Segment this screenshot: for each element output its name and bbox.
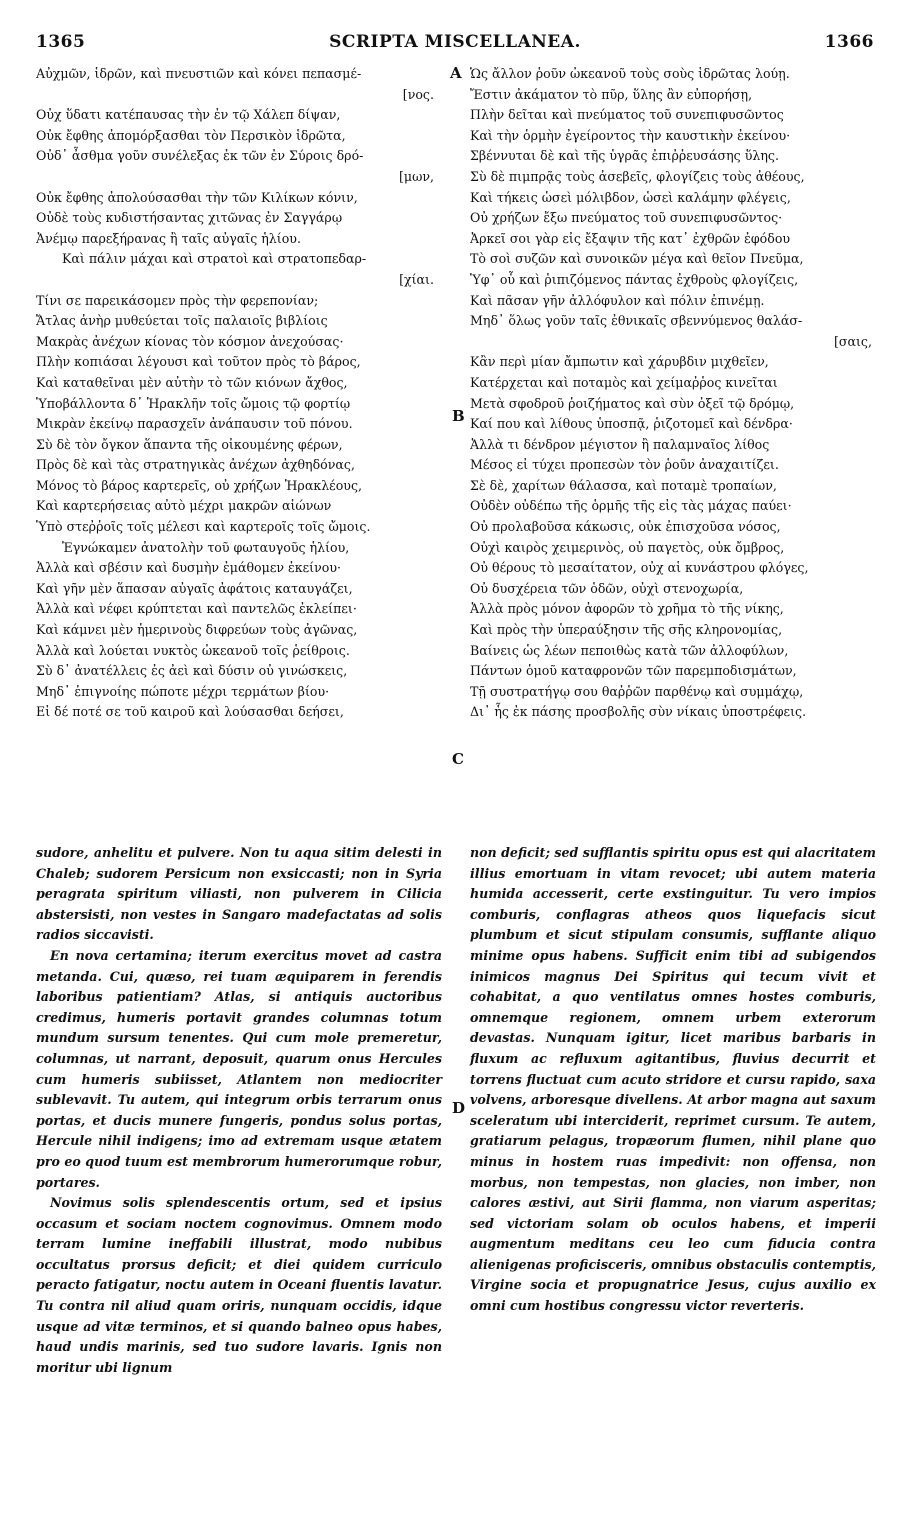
greek-line: Κἂν περὶ μίαν ἄμπωτιν καὶ χάρυβδιν μιχθεῖεν, [470, 354, 769, 370]
greek-line: Τὸ σοὶ συζῶν καὶ συνοικῶν μέγα καὶ θεῖον Πνεῦμα, [470, 251, 804, 267]
greek-line: Ἀνέμῳ παρεξήρανας ἢ ταῖς αὐγαῖς ἡλίου. [36, 230, 301, 246]
greek-line: Οὐκ ἔφθης ἀπομόρξασθαι τὸν Περσικὸν ἱδρῶτα, [36, 127, 346, 143]
margin-marker-d: D [452, 1099, 466, 1117]
page-header [36, 32, 874, 56]
greek-line: Σὺ δ᾽ ἀνατέλλεις ἐς ἀεὶ καὶ δύσιν οὐ γινώσκεις, [36, 663, 348, 679]
greek-line: Καί που καὶ λίθους ὑποσπᾷ, ῥιζοτομεῖ καὶ δένδρα· [470, 416, 793, 432]
latin-paragraph: sudore, anhelitu et pulvere. Non tu aqua sitim delesti in Chaleb; sudorem Persicum non exsiccasti; non in Syria peragrata spiritum viliasti, non pulverem in Cilicia abstersisti, non vestes in Sangaro madefactatas ad solis radios siccavisti. [36, 845, 442, 943]
greek-line: Καὶ πᾶσαν γῆν ἀλλόφυλον καὶ πόλιν ἐπινέμῃ. [470, 292, 765, 308]
greek-line: [νος. [402, 86, 434, 102]
greek-line: Πάντων ὁμοῦ καταφρονῶν τῶν παρεμποδισμάτων, [470, 663, 797, 679]
greek-line: [χίαι. [399, 271, 434, 287]
greek-line: [σαις, [833, 333, 872, 349]
greek-line: Ὑφ᾽ οὗ καὶ ῥιπιζόμενος πάντας ἐχθροὺς φλογίζεις, [470, 271, 799, 287]
latin-paragraph: Novimus solis splendescentis ortum, sed et ipsius occasum et sociam noctem cognovimus. Omnem modo terram lumine ineffabili illustrat, modo nubibus occultatus prorsus deficit; et diei quidem curriculo peracto fatigatur, noctu autem in Oceani fluentis lavatur. Tu contra nil aliud quam oriris, nunquam occidis, idque usque ad vitæ terminos, et si quando balneo opus habes, haud undis marinis, sed tuo sudore lavaris. Ignis non moritur ubi lignum [36, 1195, 442, 1375]
page-number-left: 1365 [36, 32, 86, 52]
greek-line: Πρὸς δὲ καὶ τὰς στρατηγικὰς ἀνέχων ἀχθηδόνας, [36, 457, 355, 473]
margin-marker-b: B [452, 407, 465, 425]
greek-line: Καὶ τὴν ὁρμὴν ἐγείροντος τὴν καυστικὴν ἐκείνου· [470, 127, 791, 143]
greek-line: Ἄτλας ἀνὴρ μυθεύεται τοῖς παλαιοῖς βιβλίοις [36, 313, 328, 329]
greek-line [470, 723, 884, 744]
latin-paragraph: non deficit; sed sufflantis spiritu opus est qui alacritatem illius emortuam in vitam revocet; ubi autem materia humida accesserit, certe exstinguitur. Tu vero impios comburis, conflagras atheos quos liquefacis sicut plumbum et sicut stipulam consumis, sufflante aliquo minime opus habens. Sufficit enim tibi ad subigendos inimicos magnus Dei Spiritus qui tecum vivit et cohabitat, a quo ventilatus omnes hostes comburis, omnemque regionem, omnem urbem exterorum devastas. Nunquam igitur, licet maribus barbaris in fluxum ac refluxum agitantibus, fluvius decurrit et torrens fluctuat cum acuto stridore et cursu rapido, saxa volvens, arboresque divellens. At arbor magna aut saxum sceleratum ubi interciderit, reprimet cursum. Te autem, gratiarum pelagus, tropæorum flumen, nihil plane quo minus in hostem ruas impedivit: non offensa, non morbus, non tempestas, non glacies, non imber, non calores æstivi, aut Sirii flamma, non viarum asperitas; sed victoriam solam ob oculos habens, et imperii augmentum meditans ceu leo cum fiducia contra alienigenas proficisceris, omnibus obstaculis contemptis, Virgine socia et propugnatrice Jesus, cujus auxilio ex omni cum hostibus congressu victor reverteris. [470, 845, 876, 1314]
greek-line: Σὲ δὲ, χαρίτων θάλασσα, καὶ ποταμὲ τροπαίων, [470, 477, 777, 493]
greek-line: Ἀλλὰ καὶ σβέσιν καὶ δυσμὴν ἐμάθομεν ἐκείνου· [36, 560, 341, 576]
latin-column-left [36, 843, 442, 1378]
greek-line: Καὶ κάμνει μὲν ἡμερινοὺς διφρεύων τοὺς ἀγῶνας, [36, 622, 358, 638]
latin-paragraph: En nova certamina; iterum exercitus movet ad castra metanda. Cui, quæso, rei tuam æquiparem in ferendis laboribus patientiam? Atlas, si antiquis auctoribus credimus, humeris portavit grandes columnas totum mundum sursum tenentes. Qui cum mole premeretur, columnas, ut narrant, deposuit, quarum onus Hercules cum humeris subiisset, Atlantem non mediocriter sublevavit. Tu autem, qui integrum orbis terrarum onus portas, et ducis munere fungeris, pondus solus portas, Hercule nihil indigens; imo ad extremam usque ætatem pro eo quod tuum est membrorum humerorumque robur, portares. [36, 947, 442, 1190]
greek-line: Ὑπὸ στεῤῥοῖς τοῖς μέλεσι καὶ καρτεροῖς τοῖς ὤμοις. [36, 519, 371, 535]
greek-line: Ἀρκεῖ σοι γὰρ εἰς ἔξαψιν τῆς κατ᾽ ἐχθρῶν ἐφόδου [470, 230, 791, 246]
margin-marker-c: C [452, 750, 464, 768]
greek-line: Οὐ θέρους τὸ μεσαίτατον, οὐχ αἱ κυνάστρου φλόγες, [470, 560, 809, 576]
greek-line: Εἰ δέ ποτέ σε τοῦ καιροῦ καὶ λούσασθαι δεήσει, [36, 704, 344, 720]
greek-line: Καὶ καρτερήσειας αὐτὸ μέχρι μακρῶν αἰώνων [36, 498, 332, 514]
greek-line: Καὶ γῆν μὲν ἅπασαν αὐγαῖς ἀφάτοις καταυγάζει, [36, 580, 353, 596]
latin-column-right [470, 843, 876, 1317]
greek-line: Μικρὰν ἐκείνῳ παρασχεῖν ἀνάπαυσιν τοῦ πόνου. [36, 416, 353, 432]
greek-line: Οὐδ᾽ ἆσθμα γοῦν συνέλεξας ἐκ τῶν ἐν Σύροις δρό- [36, 148, 364, 164]
running-title: SCRIPTA MISCELLANEA. [329, 32, 581, 52]
greek-line: Σβέννυται δὲ καὶ τῆς ὑγρᾶς ἐπιῤῥευσάσης ὕλης. [470, 148, 779, 164]
greek-line: Μέσος εἰ τύχει προπεσὼν τὸν ῥοῦν ἀναχαιτίζει. [470, 457, 779, 473]
margin-marker-a: A [450, 64, 462, 82]
greek-line: Ἀλλὰ καὶ λούεται νυκτὸς ὠκεανοῦ τοῖς ῥείθροις. [36, 642, 350, 658]
greek-column-right [470, 64, 884, 744]
greek-line: Πλὴν κοπιάσαι λέγουσι καὶ τοῦτον πρὸς τὸ βάρος, [36, 354, 361, 370]
greek-line: Ἐγνώκαμεν ἀνατολὴν τοῦ φωταυγοῦς ἡλίου, [62, 539, 350, 555]
greek-line: Βαίνεις ὡς λέων πεποιθὼς κατὰ τῶν ἀλλοφύλων, [470, 642, 789, 658]
page-number-right: 1366 [824, 32, 874, 52]
greek-line: Οὐ δυσχέρεια τῶν ὁδῶν, οὐχὶ στενοχωρία, [470, 580, 744, 596]
greek-line: Οὐκ ἔφθης ἀπολούσασθαι τὴν τῶν Κιλίκων κόνιν, [36, 189, 358, 205]
greek-line: Οὐχὶ καιρὸς χειμερινὸς, οὐ παγετὸς, οὐκ ὄμβρος, [470, 539, 785, 555]
greek-line: Καὶ πάλιν μάχαι καὶ στρατοὶ καὶ στρατοπεδαρ- [62, 251, 367, 267]
greek-line: Μόνος τὸ βάρος καρτερεῖς, οὐ χρήζων Ἡρακλέους, [36, 477, 362, 493]
greek-line: Μηδ᾽ ἐπιγνοίης πώποτε μέχρι τερμάτων βίου· [36, 683, 330, 699]
greek-column-left [36, 64, 446, 723]
greek-line: Μετὰ σφοδροῦ ῥοιζήματος καὶ σὺν ὀξεῖ τῷ δρόμῳ, [470, 395, 795, 411]
greek-line: Τῇ συστρατήγῳ σου θαῤῥῶν παρθένῳ καὶ συμμάχῳ, [470, 683, 804, 699]
greek-line: Κατέρχεται καὶ ποταμὸς καὶ χείμαῤῥος κινεῖται [470, 374, 778, 390]
greek-line: Πλὴν δεῖται καὶ πνεύματος τοῦ συνεπιφυσῶντος [470, 107, 784, 123]
greek-line: Ἀλλὰ πρὸς μόνον ἀφορῶν τὸ χρῆμα τὸ τῆς νίκης, [470, 601, 784, 617]
greek-line: Αὐχμῶν, ἱδρῶν, καὶ πνευστιῶν καὶ κόνει πεπασμέ- [36, 66, 362, 81]
greek-line: Μακρὰς ἀνέχων κίονας τὸν κόσμον ἀνεχούσας· [36, 333, 344, 349]
greek-line: Ὑποβάλλοντα δ᾽ Ἡρακλῆν τοῖς ὤμοις τῷ φορτίῳ [36, 395, 351, 411]
greek-line: Δι᾽ ἧς ἐκ πάσης προσβολῆς σὺν νίκαις ὑποστρέφεις. [470, 704, 807, 720]
greek-line: Οὐδὲ τοὺς κυδιστήσαντας χιτῶνας ἐν Σαγγάρῳ [36, 210, 343, 226]
greek-line: Ἀλλὰ τι δένδρον μέγιστον ἢ παλαμναῖος λίθος [470, 436, 770, 452]
greek-line: Οὐδὲν οὐδέπω τῆς ὁρμῆς τῆς εἰς τὰς μάχας παύει· [470, 498, 792, 514]
greek-line: Τίνι σε παρεικάσομεν πρὸς τὴν φερεπονίαν; [36, 292, 319, 308]
greek-line: Οὐχ ὕδατι κατέπαυσας τὴν ἐν τῷ Χάλεπ δίψαν, [36, 107, 341, 123]
greek-line: Καὶ πρὸς τὴν ὑπεραύξησιν τῆς σῆς κληρονομίας, [470, 622, 783, 638]
greek-line: Ἀλλὰ καὶ νέφει κρύπτεται καὶ παντελῶς ἐκλείπει· [36, 601, 357, 617]
greek-line: Καὶ τήκεις ὡσεὶ μόλιβδον, ὡσεὶ καλάμην φλέγεις, [470, 189, 791, 205]
greek-line: Ὡς ἄλλον ῥοῦν ὠκεανοῦ τοὺς σοὺς ἱδρῶτας λούῃ. [470, 66, 790, 81]
greek-line: [μων, [398, 168, 434, 184]
greek-line: Καὶ καταθεῖναι μὲν αὐτὴν τὸ τῶν κιόνων ἄχθος, [36, 374, 348, 390]
greek-line: Σὺ δὲ πιμπρᾷς τοὺς ἀσεβεῖς, φλογίζεις τοὺς ἀθέους, [470, 168, 805, 184]
greek-line: Ἔστιν ἀκάματον τὸ πῦρ, ὕλης ἂν εὐπορήσῃ, [470, 86, 753, 102]
greek-line: Οὐ προλαβοῦσα κάκωσις, οὐκ ἐπισχοῦσα νόσος, [470, 519, 781, 535]
greek-line: Οὐ χρήζων ἔξω πνεύματος τοῦ συνεπιφυσῶντος· [470, 210, 783, 226]
greek-line: Σὺ δὲ τὸν ὄγκον ἅπαντα τῆς οἰκουμένης φέρων, [36, 436, 343, 452]
greek-line: Μηδ᾽ ὅλως γοῦν ταῖς ἐθνικαῖς σβεννύμενος θαλάσ- [470, 313, 803, 329]
